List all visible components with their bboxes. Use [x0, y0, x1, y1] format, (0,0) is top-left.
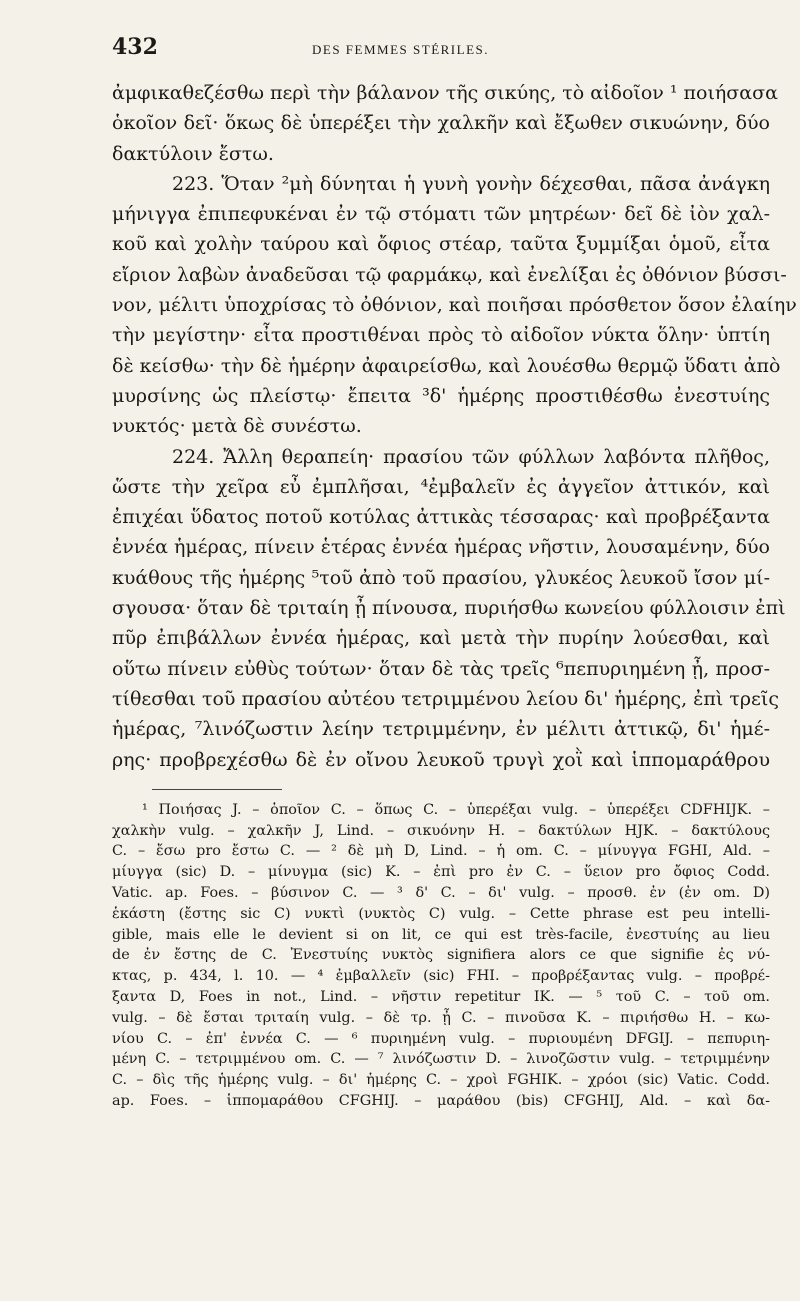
text-line: τὴν μεγίστην· εἶτα προστιθέναι πρὸς τὸ αἰδοῖον νύκτα ὅλην· ὑπτίη	[112, 324, 770, 347]
main-text	[112, 78, 797, 775]
text-line: μυρσίνης ὡς πλείστῳ· ἔπειτα ³δ' ἡμέρης προστιθέσθω ἐνεστυίης	[112, 384, 770, 407]
footnote-line: νίου C. – ἐπ' ἐννέα C. — ⁶ πυριημένη vulg. – πυριουμένη DFGIJ. – πεπυριη-	[112, 1030, 770, 1047]
footnote-line: μίυγγα (sic) D. – μίνυγμα (sic) K. – ἐπὶ pro ἐν C. – ὕειον pro ὄφιος Codd.	[112, 864, 770, 881]
text-line: ὥστε τὴν χεῖρα εὖ ἐμπλῆσαι, ⁴ἐμβαλεῖν ἐς ἀγγεῖον ἀττικόν, καὶ	[112, 475, 770, 498]
text-line: ἀμφικαθεζέσθω περὶ τὴν βάλανον τῆς σικύης, τὸ αἰδοῖον ¹ ποιήσασα	[112, 82, 778, 104]
footnote-line: ap. Foes. – ἱππομαράθου CFGHIJ. – μαράθου (bis) CFGHIJ, Ald. – καὶ δα-	[112, 1092, 770, 1109]
footnote-line: κτας, p. 434, l. 10. — ⁴ ἐμβαλλεῖν (sic) FHI. – προβρέξαντας vulg. – προβρέ-	[112, 968, 770, 985]
text-line: νον, μέλιτι ὑποχρίσας τὸ ὀθόνιον, καὶ ποιῆσαι πρόσθετον ὅσον ἐλαίην	[112, 294, 797, 317]
footnotes	[112, 800, 770, 1112]
text-line: δακτύλοιν ἔστω.	[112, 142, 274, 165]
text-line: ἐπιχέαι ὕδατος ποτοῦ κοτύλας ἀττικὰς τέσσαρας· καὶ προβρέξαντα	[112, 506, 770, 529]
footnote-line: μένη C. – τετριμμένου om. C. — ⁷ λινόζωστιν D. – λινοζῶστιν vulg. – τετριμμένην	[112, 1051, 770, 1068]
text-line: ρης· προβρεχέσθω δὲ ἐν οἴνου λευκοῦ τρυγὶ χοῒ καὶ ἱππομαράθρου	[112, 748, 770, 771]
section-224-start: 224. Ἄλλη θεραπείη· πρασίου τῶν φύλλων λαβόντα πλῆθος,	[172, 445, 770, 468]
footnote-line: ἑκάστη (ἔστης sic C) νυκτὶ (νυκτὸς C) vulg. – Cette phrase est peu intelli-	[112, 905, 770, 922]
footnote-line: gible, mais elle le devient si on lit, ce qui est très-facile, ἐνεστυίης au lieu	[112, 926, 770, 943]
footnote-line: ¹ Ποιήσας J. – ὁποῖον C. – ὅπως C. – ὑπερέξαι vulg. – ὑπερέξει CDFHIJK. –	[142, 801, 770, 818]
text-line: ἐννέα ἡμέρας, πίνειν ἑτέρας ἐννέα ἡμέρας νῆστιν, λουσαμένην, δύο	[112, 536, 770, 559]
running-title: DES FEMMES STÉRILES.	[312, 42, 489, 57]
text-line: δὲ κείσθω· τὴν δὲ ἡμέρην ἀφαιρείσθω, καὶ λουέσθω θερμῷ ὕδατι ἀπὸ	[112, 354, 781, 377]
text-line: νυκτός· μετὰ δὲ συνέστω.	[112, 415, 362, 438]
text-line: σγουσα· ὅταν δὲ τριταίη ᾖ πίνουσα, πυριήσθω κωνείου φύλλοισιν ἐπὶ	[112, 597, 786, 620]
text-line: ὁκοῖον δεῖ· ὅκως δὲ ὑπερέξει τὴν χαλκῆν καὶ ἔξωθεν σικυώνην, δύο	[112, 112, 770, 135]
text-line: κυάθους τῆς ἡμέρης ⁵τοῦ ἀπὸ τοῦ πρασίου, γλυκέος λευκοῦ ἴσον μί-	[112, 566, 770, 589]
text-line: πῦρ ἐπιβάλλων ἐννέα ἡμέρας, καὶ μετὰ τὴν πυρίην λούεσθαι, καὶ	[112, 627, 770, 650]
footnote-line: vulg. – δὲ ἔσται τριταίη vulg. – δὲ τρ. ᾖ C. – πινοῦσα K. – πιριήσθω H. – κω-	[112, 1009, 770, 1026]
text-line: κοῦ καὶ χολὴν ταύρου καὶ ὄφιος στέαρ, ταῦτα ξυμμίξαι ὁμοῦ, εἶτα	[112, 233, 770, 256]
footnote-line: χαλκὴν vulg. – χαλκῆν J, Lind. – σικυόνην H. – δακτύλων HJK. – δακτύλους	[112, 822, 770, 839]
page-header	[112, 34, 770, 74]
section-223-start: 223. Ὅταν ²μὴ δύνηται ἡ γυνὴ γονὴν δέχεσθαι, πᾶσα ἀνάγκη	[172, 172, 770, 195]
footnote-line: C. – δὶς τῆς ἡμέρης vulg. – δι' ἡμέρης C. – χροὶ FGHIK. – χρόοι (sic) Vatic. Codd.	[112, 1072, 770, 1089]
footnote-divider	[152, 789, 282, 790]
text-line: μήνιγγα ἐπιπεφυκέναι ἐν τῷ στόματι τῶν μητρέων· δεῖ δὲ ἰὸν χαλ-	[112, 203, 770, 226]
footnote-line: Vatic. ap. Foes. – βύσινον C. — ³ δ' C. – δι' vulg. – προσθ. ἐν (ἐν om. D)	[112, 885, 770, 902]
footnote-line: de ἐν ἔστης de C. Ἐνεστυίης νυκτὸς signifiera alors ce que signifie ἐς νύ-	[112, 947, 770, 964]
text-line: τίθεσθαι τοῦ πρασίου αὐτέου τετριμμένου λείου δι' ἡμέρης, ἐπὶ τρεῖς	[112, 687, 779, 710]
text-line: ἡμέρας, ⁷λινόζωστιν λείην τετριμμένην, ἐν μέλιτι ἀττικῷ, δι' ἡμέ-	[112, 718, 770, 741]
text-line: οὕτω πίνειν εὐθὺς τούτων· ὅταν δὲ τὰς τρεῖς ⁶πεπυριημένη ᾖ, προσ-	[112, 657, 770, 680]
text-line: εἴριον λαβὼν ἀναδεῦσαι τῷ φαρμάκῳ, καὶ ἐνελίξαι ἐς ὀθόνιον βύσσι-	[112, 263, 787, 286]
footnote-line: C. – ἔσω pro ἔστω C. — ² δὲ μὴ D, Lind. – ἡ om. C. – μίνυγγα FGHI, Ald. –	[112, 843, 770, 860]
page-number: 432	[112, 34, 158, 60]
footnote-line: ξαντα D, Foes in not., Lind. – νῆστιν repetitur IK. — ⁵ τοῦ C. – τοῦ om.	[112, 989, 770, 1005]
